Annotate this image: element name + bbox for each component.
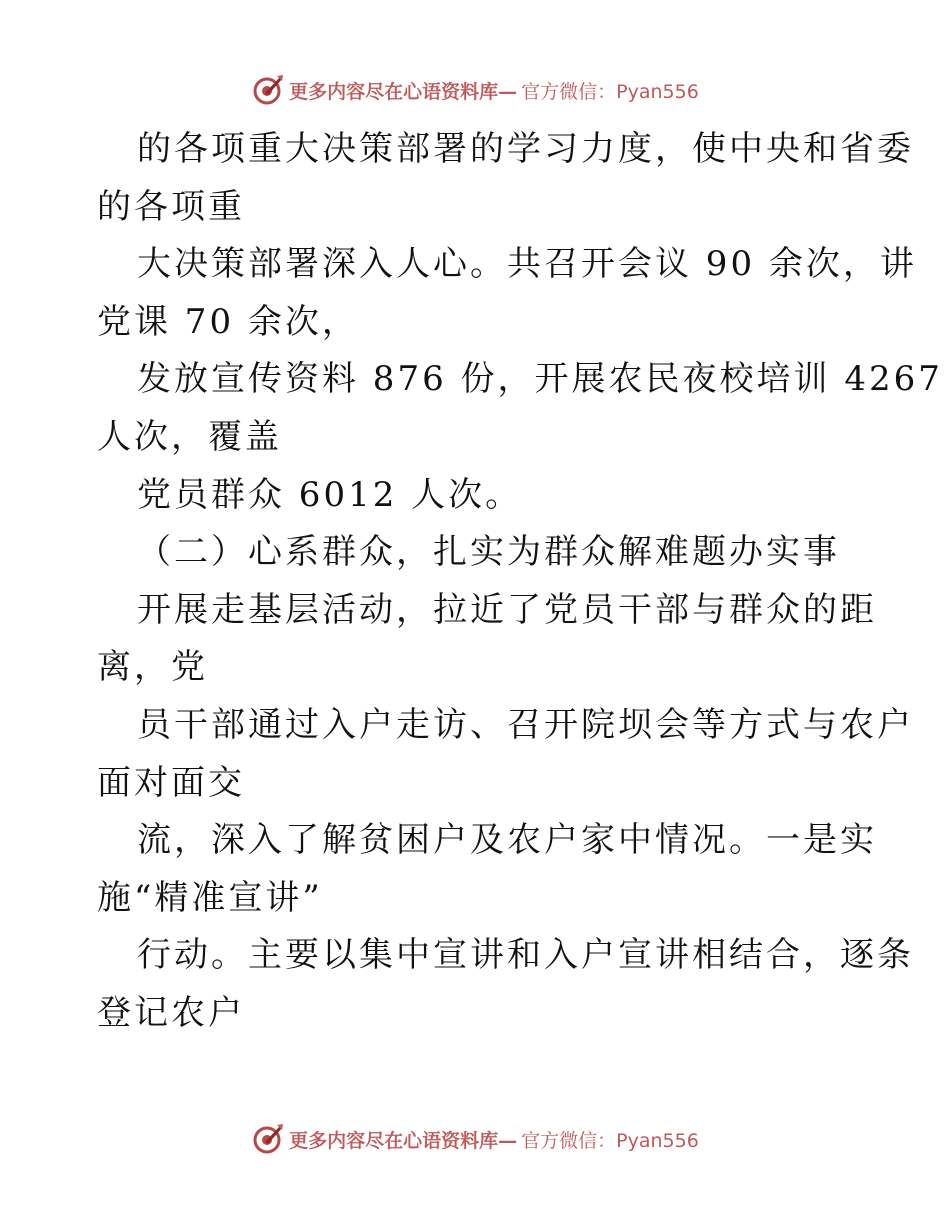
text-line: 的各项重大决策部署的学习力度，使中央和省委 <box>137 129 914 169</box>
banner-wechat: 官方微信：Pyan556 <box>521 1129 699 1152</box>
text-line: 行动。主要以集中宣讲和入户宣讲相结合，逐条 <box>137 935 914 976</box>
document-body <box>97 121 943 1043</box>
quill-seal-icon <box>251 1122 285 1156</box>
banner-text: 更多内容尽在心语资料库— <box>289 80 518 103</box>
text-line: 登记农户 <box>97 992 245 1033</box>
text-line: 人次，覆盖 <box>97 416 282 457</box>
text-line: 的各项重 <box>97 186 245 227</box>
text-line: 离，党 <box>97 647 208 688</box>
text-line: 施“精准宣讲” <box>97 877 323 918</box>
banner-wechat: 官方微信：Pyan556 <box>521 80 699 103</box>
text-line: 党员群众 6012 人次。 <box>137 474 523 515</box>
text-line: 员干部通过入户走访、召开院坝会等方式与农户 <box>137 704 914 745</box>
text-line: 开展走基层活动，拉近了党员干部与群众的距 <box>137 589 877 630</box>
banner-text: 更多内容尽在心语资料库— <box>289 1129 518 1152</box>
text-line: 流，深入了解贫困户及农户家中情况。一是实 <box>137 820 877 861</box>
text-line: 面对面交 <box>97 762 245 803</box>
header-banner <box>0 70 950 110</box>
text-line: 发放宣传资料 876 份，开展农民夜校培训 4267 <box>137 359 943 400</box>
section-heading: （二）心系群众，扎实为群众解难题办实事 <box>137 532 840 573</box>
footer-banner <box>0 1119 950 1159</box>
text-line: 党课 70 余次， <box>97 301 359 342</box>
text-line: 大决策部署深入人心。共召开会议 90 余次，讲 <box>137 244 917 285</box>
quill-seal-icon <box>251 73 285 107</box>
